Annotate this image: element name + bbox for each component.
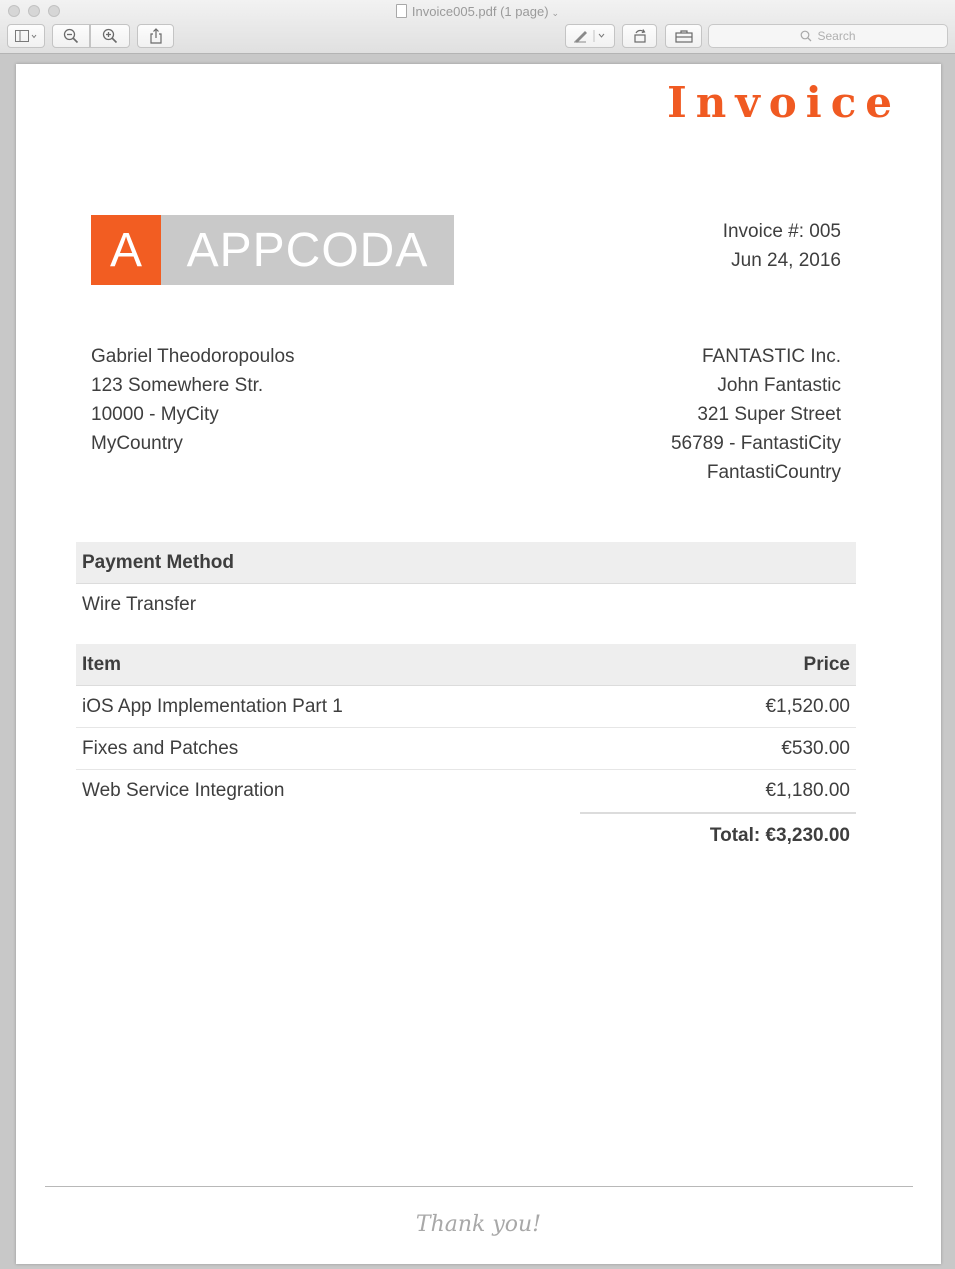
zoom-out-icon (63, 28, 79, 44)
table-row (76, 728, 856, 770)
share-icon (149, 28, 163, 44)
search-icon (800, 30, 812, 42)
zoom-in-button[interactable] (90, 24, 130, 48)
rotate-icon (632, 28, 648, 44)
recipient-line: 56789 - FantastiCity (670, 433, 841, 454)
window-titlebar (0, 0, 955, 54)
thank-you-note: Thank you! (415, 1212, 542, 1237)
search-placeholder: Search (817, 29, 856, 43)
sender-line: Gabriel Theodoropoulos (91, 346, 295, 367)
invoice-total: Total: €3,230.00 (709, 825, 850, 846)
sender-line: 123 Somewhere Str. (91, 375, 264, 396)
invoice-date: Jun 24, 2016 (731, 250, 841, 271)
recipient-line: FantastiCountry (706, 462, 841, 483)
sidebar-toggle-button[interactable] (7, 24, 45, 48)
pdf-page[interactable] (16, 64, 941, 1264)
payment-method-row (76, 584, 856, 626)
invoice-heading: Invoice (667, 78, 901, 127)
pen-icon (572, 29, 608, 43)
item-name: Fixes and Patches (82, 738, 239, 759)
price-column-header: Price (803, 654, 850, 675)
item-price: €1,520.00 (765, 696, 850, 717)
logo-wordmark: APPCODA (161, 215, 454, 285)
pdf-document-icon (396, 4, 407, 18)
total-divider (580, 812, 856, 814)
item-column-header: Item (82, 654, 122, 675)
recipient-line: John Fantastic (717, 375, 841, 396)
item-name: iOS App Implementation Part 1 (82, 696, 343, 717)
recipient-line: 321 Super Street (697, 404, 841, 425)
recipient-line: FANTASTIC Inc. (701, 346, 841, 367)
sender-address (91, 342, 295, 458)
recipient-address (671, 342, 841, 487)
footer-divider (45, 1186, 913, 1187)
search-input[interactable] (708, 24, 948, 48)
window-title[interactable] (0, 4, 955, 19)
markup-button[interactable] (565, 24, 615, 48)
toolbox-button[interactable] (665, 24, 702, 48)
window-title-label: Invoice005.pdf (1 page) (411, 4, 549, 19)
share-button[interactable] (137, 24, 174, 48)
logo-mark: A (91, 215, 161, 285)
invoice-number: Invoice #: 005 (722, 221, 841, 242)
items-table-header (76, 644, 856, 686)
table-row (76, 686, 856, 728)
rotate-button[interactable] (622, 24, 657, 48)
item-price: €530.00 (781, 738, 850, 759)
item-name: Web Service Integration (82, 780, 285, 801)
table-row (76, 770, 856, 812)
invoice-meta (723, 217, 841, 275)
item-price: €1,180.00 (765, 780, 850, 801)
payment-method-value: Wire Transfer (82, 594, 197, 615)
sender-line: 10000 - MyCity (91, 404, 219, 425)
sender-line: MyCountry (91, 433, 183, 454)
zoom-in-icon (102, 28, 118, 44)
sidebar-icon (15, 30, 37, 42)
zoom-out-button[interactable] (52, 24, 90, 48)
payment-method-header (76, 542, 856, 584)
payment-method-heading: Payment Method (82, 552, 235, 573)
toolbox-icon (675, 29, 693, 43)
chevron-down-icon: ⌄ (551, 8, 560, 18)
company-logo (91, 215, 454, 285)
